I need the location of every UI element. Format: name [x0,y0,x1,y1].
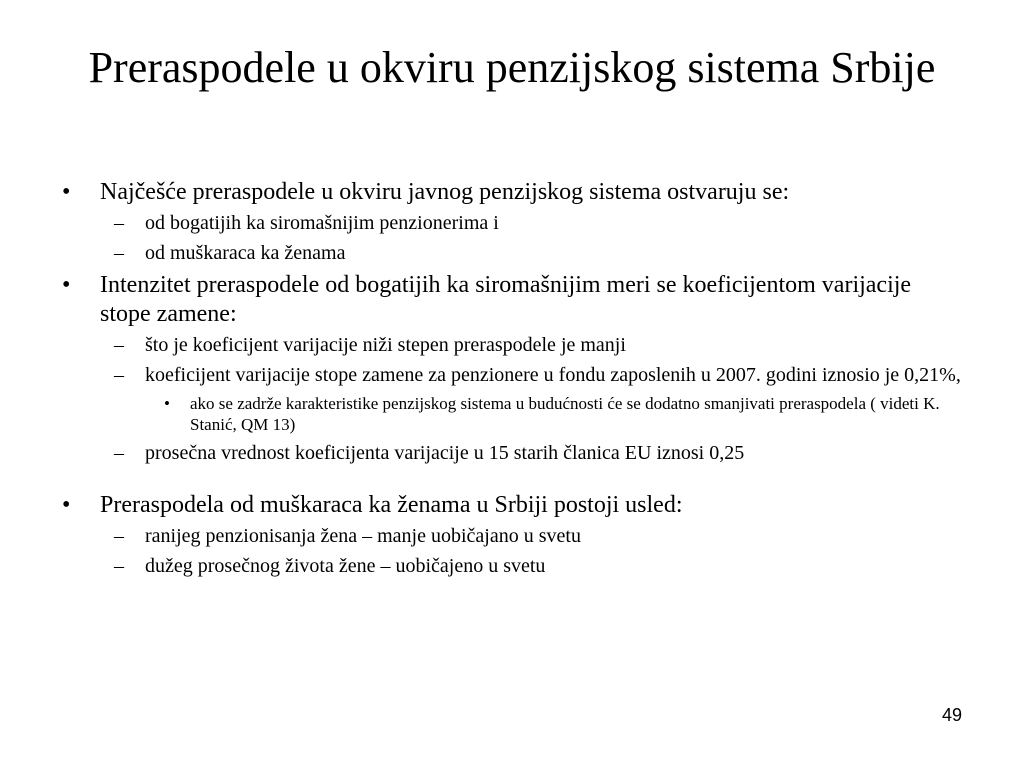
dash-marker: – [114,525,124,547]
spacer [62,471,962,491]
bullet-item [62,491,962,520]
sub-sub-bullet-item [62,393,962,435]
sub-bullet-item [62,211,962,235]
bullet-item [62,178,962,207]
dash-marker: – [114,555,124,577]
bullet-text: Preraspodela od muškaraca ka ženama u Srbiji postoji usled: [100,492,683,518]
sub-bullet-text: ranijeg penzionisanja žena – manje uobičajano u svetu [145,525,581,547]
dash-marker: – [114,334,124,356]
bullet-item [62,271,962,329]
bullet-marker: • [164,394,170,413]
bullet-text: Intenzitet preraspodele od bogatijih ka siromašnijim meri se koeficijentom varijacije stope zamene: [100,272,912,327]
sub-bullet-text: koeficijent varijacije stope zamene za penzionere u fondu zaposlenih u 2007. godini iznosio je 0,21%, [145,364,961,386]
sub-bullet-item [62,554,962,578]
sub-bullet-item [62,363,962,387]
sub-bullet-text: što je koeficijent varijacije niži stepen preraspodele je manji [145,334,626,356]
dash-marker: – [114,442,124,464]
slide-title: Preraspodele u okviru penzijskog sistema Srbije [88,43,936,92]
sub-bullet-text: dužeg prosečnog života žene – uobičajeno u svetu [145,555,546,577]
dash-marker: – [114,364,124,386]
sub-bullet-text: od muškaraca ka ženama [145,242,346,264]
bullet-marker: • [62,272,71,298]
sub-bullet-item [62,333,962,357]
sub-bullet-text: od bogatijih ka siromašnijim penzionerima i [145,212,499,234]
sub-bullet-item [62,524,962,548]
bullet-text: Najčešće preraspodele u okviru javnog penzijskog sistema ostvaruju se: [100,179,790,205]
page-number: 49 [941,705,962,725]
sub-bullet-item [62,241,962,265]
sub-sub-bullet-text: ako se zadrže karakteristike penzijskog sistema u budućnosti će se dodatno smanjivati preraspodela ( videti K. Stanić, QM 13) [190,394,940,434]
slide-content [62,178,962,584]
sub-bullet-text: prosečna vrednost koeficijenta varijacije u 15 starih članica EU iznosi 0,25 [145,442,745,464]
bullet-marker: • [62,492,71,518]
bullet-marker: • [62,179,71,205]
dash-marker: – [114,212,124,234]
dash-marker: – [114,242,124,264]
sub-bullet-item [62,441,962,465]
